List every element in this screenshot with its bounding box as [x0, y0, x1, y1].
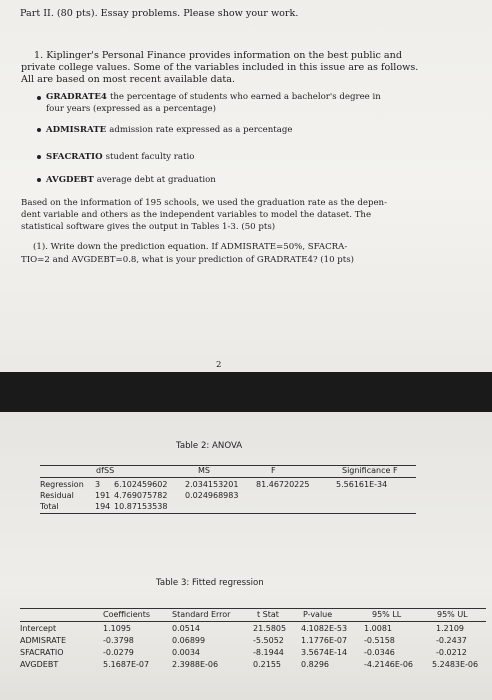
q1-line1: 1. Kiplinger's Personal Finance provides information on the best public and — [34, 50, 402, 61]
table3-cell: 0.0034 — [172, 648, 200, 657]
table2-caption: Table 2: ANOVA — [176, 441, 243, 451]
page-number: 2 — [216, 360, 222, 370]
table3-cell: -0.2437 — [436, 636, 467, 645]
bullet-icon — [37, 128, 41, 132]
table3-cell: 0.06899 — [172, 636, 206, 645]
table2-cell: 81.46720225 — [256, 480, 310, 489]
var-name: ADMISRATE — [46, 125, 107, 135]
var-desc: admission rate expressed as a percentage — [109, 125, 293, 135]
table2-header-df: df — [96, 466, 104, 475]
table3-top-rule — [20, 608, 486, 609]
table3-cell: 0.2155 — [253, 660, 281, 669]
table3-cell: 0.0514 — [172, 624, 200, 633]
var-admisrate — [46, 124, 292, 136]
table3-cell: 21.5805 — [253, 624, 287, 633]
table3-cell: 1.2109 — [436, 624, 464, 633]
var-desc: the percentage of students who earned a bachelor's degree in — [109, 92, 381, 102]
table2-cell: Total — [40, 502, 59, 511]
table3-cell: 1.1095 — [103, 624, 131, 633]
table2-cell: 3 — [95, 480, 101, 489]
table2-header-rule — [40, 477, 416, 478]
table2-header-ms: MS — [198, 466, 210, 475]
table3-caption: Table 3: Fitted regression — [156, 578, 264, 588]
var-sfacratio — [46, 151, 194, 163]
table3-cell: -8.1944 — [253, 648, 284, 657]
bullet-icon — [37, 178, 41, 182]
table2-cell: Regression — [40, 480, 84, 489]
q1-line2: private college values. Some of the variables included in this issue are as follows. — [21, 62, 419, 73]
table2-cell: 194 — [95, 502, 111, 511]
table3-cell: SFACRATIO — [20, 648, 64, 657]
var-desc: average debt at graduation — [96, 175, 216, 185]
var-desc: student faculty ratio — [105, 152, 195, 162]
context-line2: dent variable and others as the independent variables to model the dataset. The — [21, 210, 372, 220]
table3-cell: -0.0279 — [103, 648, 134, 657]
table3-cell: -0.0212 — [436, 648, 467, 657]
table3-cell: Intercept — [20, 624, 57, 633]
table3-cell: ADMISRATE — [20, 636, 66, 645]
subq1-line1: (1). Write down the prediction equation. If ADMISRATE=50%, SFACRA- — [33, 242, 348, 252]
page-separator — [0, 372, 492, 412]
table2-header-f: F — [271, 466, 276, 475]
table3-header: P-value — [303, 610, 333, 619]
q1-line3: All are based on most recent available data. — [21, 74, 236, 85]
table3-cell: 1.1776E-07 — [301, 636, 348, 645]
subq1-line2: TIO=2 and AVGDEBT=0.8, what is your prediction of GRADRATE4? (10 pts) — [21, 255, 355, 265]
var-name: SFACRATIO — [46, 152, 103, 162]
table3-cell: -0.0346 — [364, 648, 395, 657]
table3-cell: -0.5158 — [364, 636, 395, 645]
table3-cell: 0.8296 — [301, 660, 329, 669]
bullet-icon — [37, 96, 41, 100]
bullet-icon — [37, 155, 41, 159]
table2-header-ss: SS — [104, 466, 115, 475]
table3-cell: 5.1687E-07 — [103, 660, 150, 669]
table3-cell: -0.3798 — [103, 636, 134, 645]
table2-cell: 2.034153201 — [185, 480, 239, 489]
table2-cell: Residual — [40, 491, 74, 500]
table2-bottom-rule — [40, 513, 416, 514]
table3-cell: -5.5052 — [253, 636, 284, 645]
var-gradrate4 — [46, 91, 381, 103]
var-avgdebt — [46, 174, 216, 186]
var-name: GRADRATE4 — [46, 92, 107, 102]
table2-cell: 10.87153538 — [114, 502, 168, 511]
table3-header: 95% LL — [372, 610, 402, 619]
table3-header: Standard Error — [172, 610, 231, 619]
table3-header: Coefficients — [103, 610, 151, 619]
table3-cell: 4.1082E-53 — [301, 624, 348, 633]
context-line3: statistical software gives the output in Tables 1-3. (50 pts) — [21, 222, 276, 232]
table2-cell: 5.56161E-34 — [336, 480, 388, 489]
part-heading: Part II. (80 pts). Essay problems. Please show your work. — [20, 8, 299, 19]
var-gradrate4-desc2: four years (expressed as a percentage) — [46, 104, 216, 114]
table3-cell: AVGDEBT — [20, 660, 59, 669]
context-line1: Based on the information of 195 schools, we used the graduation rate as the depen- — [21, 198, 387, 208]
table2-header-sigf: Significance F — [342, 466, 398, 475]
table3-header: 95% UL — [437, 610, 468, 619]
table3-header-rule — [20, 621, 486, 622]
table3-cell: 3.5674E-14 — [301, 648, 348, 657]
table2-cell: 4.769075782 — [114, 491, 168, 500]
table3-cell: 5.2483E-06 — [432, 660, 479, 669]
table3-cell: 1.0081 — [364, 624, 392, 633]
table3-cell: -4.2146E-06 — [364, 660, 413, 669]
table3-header: t Stat — [257, 610, 279, 619]
table3-cell: 2.3988E-06 — [172, 660, 219, 669]
page-lower — [0, 412, 492, 700]
table2-cell: 6.102459602 — [114, 480, 168, 489]
table2-cell: 0.024968983 — [185, 491, 239, 500]
var-name: AVGDEBT — [46, 175, 94, 185]
table2-cell: 191 — [95, 491, 111, 500]
